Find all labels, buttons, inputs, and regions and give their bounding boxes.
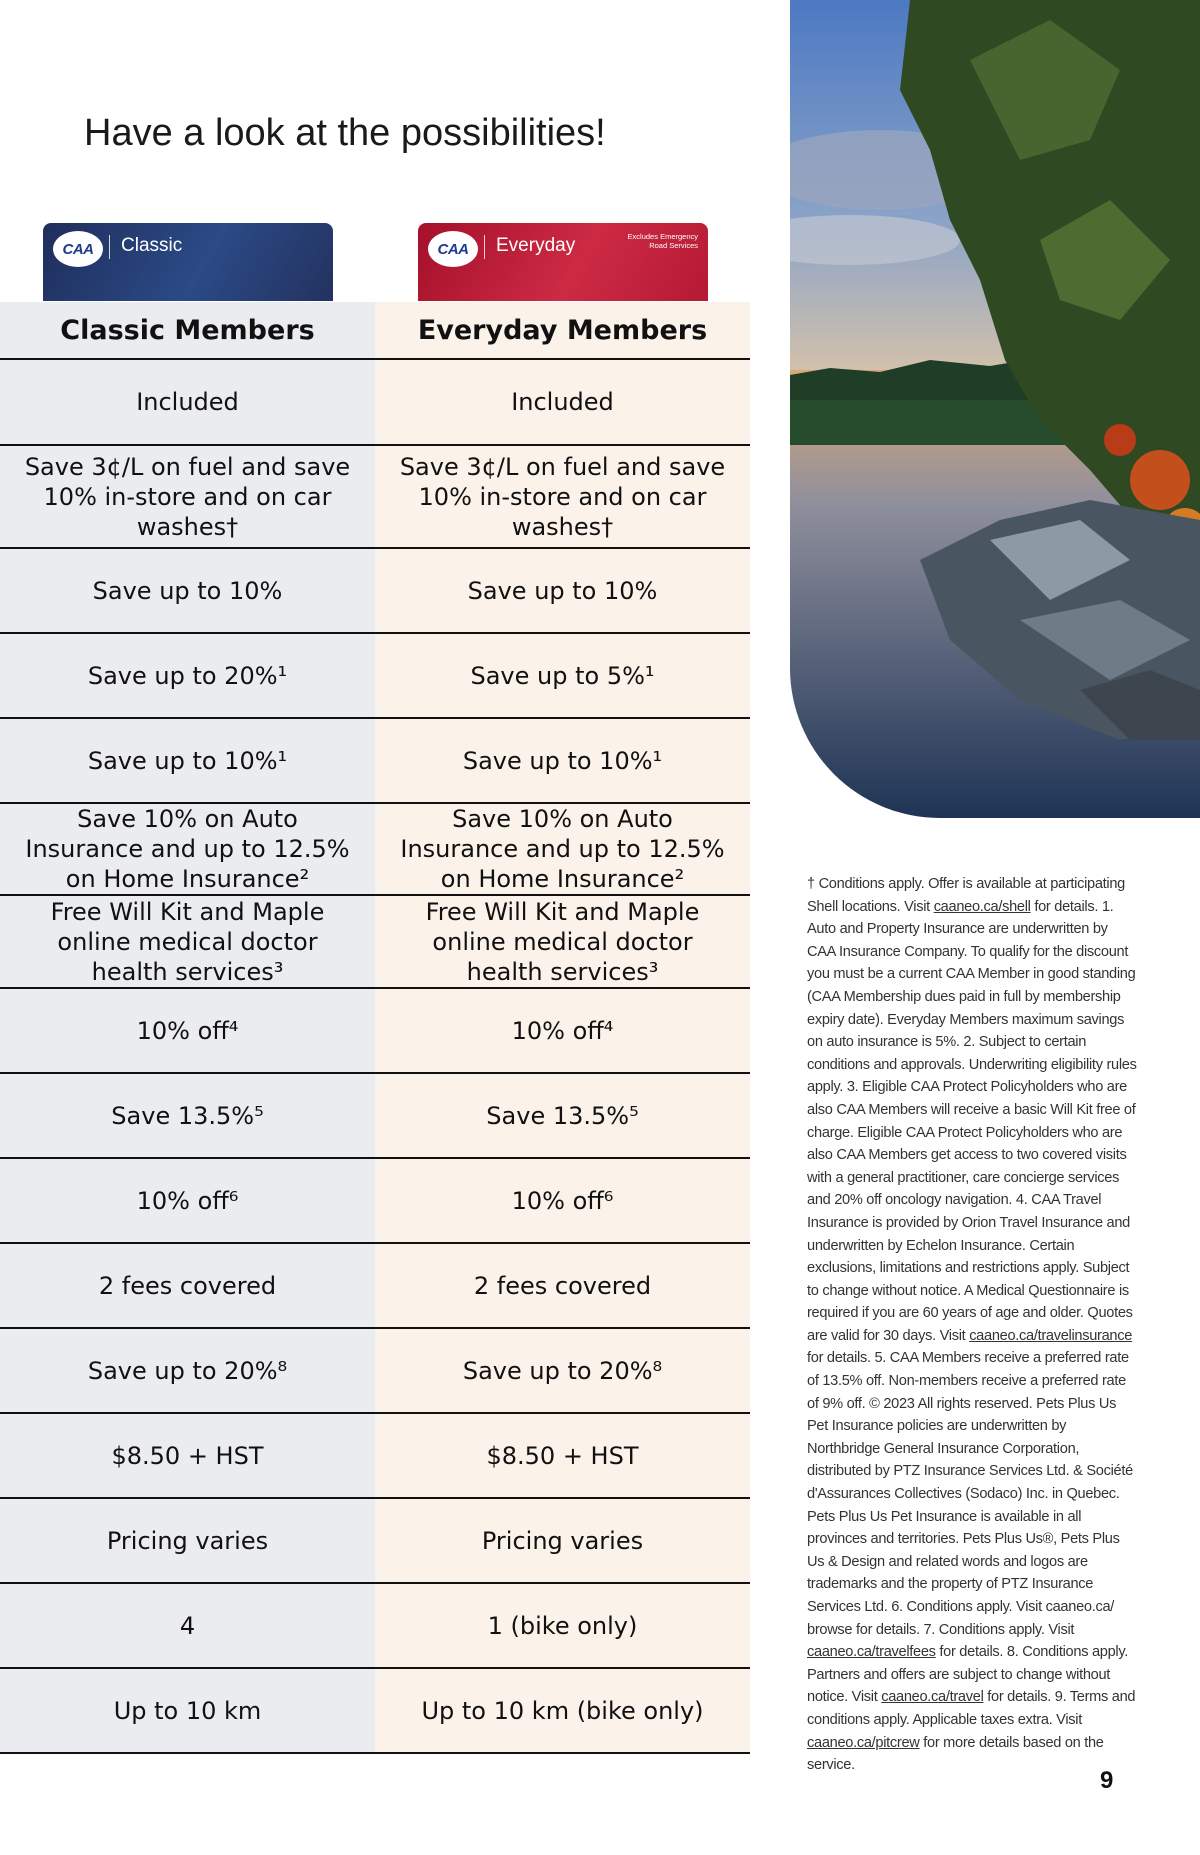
everyday-cell: Save up to 10% [467, 576, 658, 605]
card-name: Everyday [496, 235, 576, 256]
table-row [0, 896, 750, 989]
link-caaneo-pitcrew[interactable]: caaneo.ca/pitcrew [807, 1734, 920, 1751]
classic-cell: Save up to 20%⁸ [87, 1356, 288, 1385]
everyday-cell: Up to 10 km (bike only) [421, 1696, 704, 1725]
link-caaneo-travelfees[interactable]: caaneo.ca/travelfees [807, 1644, 936, 1661]
classic-cell: 10% off⁶ [136, 1186, 239, 1215]
everyday-cell: 10% off⁶ [511, 1186, 614, 1215]
table-row [0, 634, 750, 719]
classic-cell: 10% off⁴ [136, 1016, 239, 1045]
classic-cell: Free Will Kit and Maple online medical doctor health services³ [50, 897, 325, 986]
everyday-cell: Save up to 10%¹ [462, 746, 663, 775]
table-row [0, 719, 750, 804]
classic-cell: Save up to 10%¹ [87, 746, 288, 775]
everyday-membership-card [418, 223, 708, 301]
page-heading: Have a look at the possibilities! [84, 112, 606, 154]
classic-cell: Included [136, 388, 239, 416]
lake-photo [790, 0, 1200, 818]
classic-cell: Save 10% on Auto Insurance and up to 12.5% on Home Insurance² [25, 805, 350, 893]
everyday-cell: Save 13.5%⁵ [486, 1101, 639, 1130]
caa-logo: CAA [428, 231, 478, 267]
classic-cell: Save 3¢/L on fuel and save 10% in-store and on car washes† [24, 452, 351, 541]
everyday-cell: Save 10% on Auto Insurance and up to 12.5% on Home Insurance² [400, 805, 725, 893]
classic-cell: Save 13.5%⁵ [111, 1101, 264, 1130]
card-divider [109, 235, 110, 259]
classic-cell: $8.50 + HST [111, 1441, 264, 1470]
table-row [0, 1584, 750, 1669]
everyday-cell: Save up to 20%⁸ [462, 1356, 663, 1385]
classic-cell: Save up to 10% [92, 576, 283, 605]
everyday-cell: 10% off⁴ [511, 1016, 614, 1045]
column-header-everyday: Everyday Members [375, 302, 750, 360]
everyday-cell: 1 (bike only) [487, 1611, 638, 1640]
table-row [0, 1669, 750, 1754]
everyday-cell: Save 3¢/L on fuel and save 10% in-store and on car washes† [399, 452, 726, 541]
table-row [0, 804, 750, 896]
page-number: 9 [1100, 1767, 1114, 1794]
caa-logo: CAA [53, 231, 103, 267]
classic-cell: 2 fees covered [98, 1271, 277, 1300]
classic-cell: Save up to 20%¹ [87, 661, 288, 690]
everyday-cell: Free Will Kit and Maple online medical doctor health services³ [425, 897, 700, 986]
classic-cell: Pricing varies [106, 1526, 269, 1555]
card-divider [484, 235, 485, 259]
table-row [0, 446, 750, 549]
table-row [0, 1159, 750, 1244]
everyday-cell: 2 fees covered [473, 1271, 652, 1300]
everyday-cell: Pricing varies [481, 1526, 644, 1555]
column-header-classic: Classic Members [0, 302, 375, 360]
table-row [0, 989, 750, 1074]
card-note: Excludes Emergency Road Services [627, 232, 698, 250]
table-row [0, 360, 750, 446]
link-caaneo-travel[interactable]: caaneo.ca/travel [881, 1689, 984, 1706]
everyday-cell: Save up to 5%¹ [470, 661, 655, 690]
table-row [0, 1329, 750, 1414]
table-row [0, 1244, 750, 1329]
table-row [0, 1074, 750, 1159]
link-caaneo-shell[interactable]: caaneo.ca/shell [933, 898, 1031, 915]
table-row [0, 1499, 750, 1584]
card-name: Classic [121, 235, 183, 256]
table-row [0, 1414, 750, 1499]
link-caaneo-travelinsurance[interactable]: caaneo.ca/travelinsurance [969, 1327, 1133, 1344]
classic-cell: Up to 10 km [113, 1696, 262, 1725]
everyday-cell: Included [511, 388, 614, 416]
table-row [0, 549, 750, 634]
everyday-cell: $8.50 + HST [486, 1441, 639, 1470]
classic-membership-card [43, 223, 333, 301]
classic-cell: 4 [179, 1611, 196, 1640]
footnote-text: † Conditions apply. Offer is available at participating Shell locations. Visit caaneo.ca/shell for details. 1. Auto and Property Insurance are underwritten by CAA Insurance Company. To qualify for the discount you must be a current CAA Member in good standing (CAA Membership dues paid in full by membership expiry date). Everyday Members maximum savings on auto insurance is 5%. 2. Subject to certain conditions and approvals. Underwriting eligibility rules apply. 3. Eligible CAA Protect Policyholders who are also CAA Members will receive a basic Will Kit free of charge. Eligible CAA Protect Policyholders who are also CAA Members get access to two covered visits with a general practitioner, care concierge services and 20% off oncology navigation. 4. CAA Travel Insurance is provided by Orion Travel Insurance and underwritten by Echelon Insurance. Certain exclusions, limitations and restrictions apply. Subject to change without notice. A Medical Questionnaire is required if you are 60 years of age and older. Quotes are valid for 30 days. Visit caaneo.ca/travelinsurance for details. 5. CAA Members receive a preferred rate of 13.5% off. Non-members receive a preferred rate of 9% off. © 2023 All rights reserved. Pets Plus Us Pet Insurance policies are underwritten by Northbridge General Insurance Corporation, distributed by PTZ Insurance Services Ltd. & Société d'Assurances Collectives (Sodaco) Inc. in Quebec. Pets Plus Us Pet Insurance is available in all provinces and territories. Pets Plus Us®, Pets Plus Us & Design and related words and logos are trademarks and the property of PTZ Insurance Services Ltd. 6. Conditions apply. Visit caaneo.ca/ browse for details. 7. Conditions apply. Visit caaneo.ca/travelfees for details. 8. Conditions apply. Partners and offers are subject to change without notice. Visit caaneo.ca/travel for details. 9. Terms and conditions apply. Applicable taxes extra. Visit caaneo.ca/pitcrew for more details based on the service. [807, 876, 1137, 1774]
